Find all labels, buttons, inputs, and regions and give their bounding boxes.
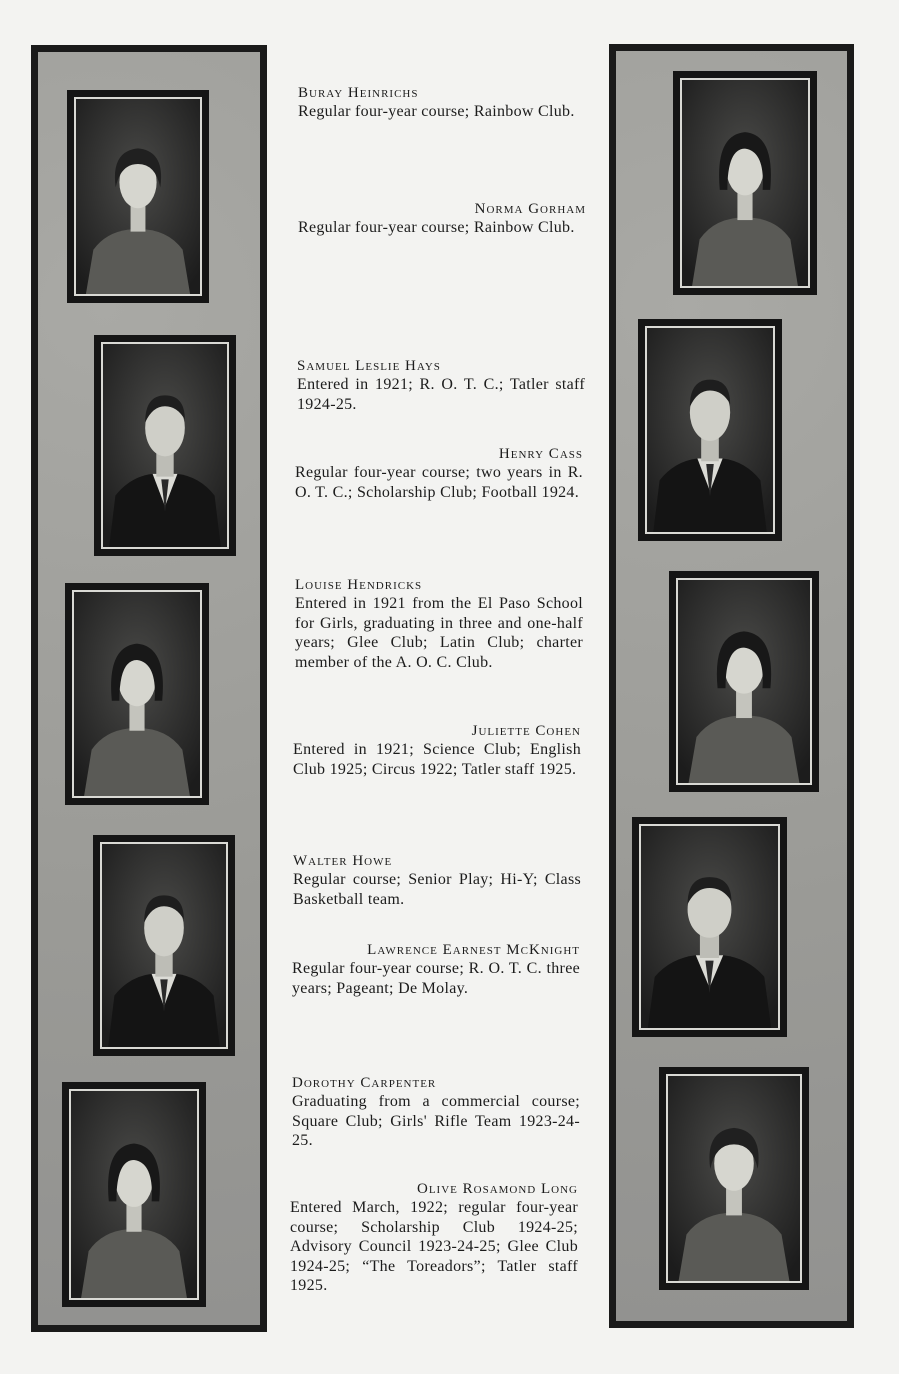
entry-description: Entered in 1921; Science Club; English Club 1925; Circus 1922; Tatler staff 1925. [293, 741, 581, 778]
portrait-olive-rosamond-long [659, 1067, 809, 1290]
entry-name: Walter Howe [293, 853, 393, 869]
portrait-walter-howe [93, 835, 235, 1056]
entry-norma-gorham [298, 200, 586, 238]
entry-juliette-cohen [293, 722, 581, 779]
entry-name: Lawrence Earnest McKnight [367, 942, 580, 958]
entry-name: Buray Heinrichs [298, 85, 419, 101]
entry-samuel-leslie-hays [297, 357, 585, 414]
entry-name: Henry Cass [498, 446, 583, 462]
portrait-henry-cass [638, 319, 782, 541]
entry-description: Regular four-year course; Rainbow Club. [298, 219, 575, 236]
entry-description: Regular four-year course; Rainbow Club. [298, 103, 575, 120]
entry-name: Norma Gorham [474, 201, 586, 217]
entry-name: Louise Hendricks [295, 577, 423, 593]
entry-dorothy-carpenter [292, 1074, 580, 1151]
portrait-photo [76, 99, 200, 294]
entry-description: Regular four-year course; R. O. T. C. three years; Pageant; De Molay. [292, 960, 580, 997]
entry-description: Entered in 1921; R. O. T. C.; Tatler staff 1924-25. [297, 376, 585, 413]
entry-walter-howe [293, 852, 581, 909]
entry-name: Juliette Cohen [471, 723, 581, 739]
portrait-dorothy-carpenter [62, 1082, 206, 1307]
portrait-photo [641, 826, 778, 1028]
entry-description: Entered March, 1922; regular four-year course; Scholarship Club 1924-25; Advisory Council 1923-24-25; Glee Club 1924-25; “The Toreadors”; Tatler staff 1925. [290, 1199, 578, 1294]
portrait-photo [647, 328, 773, 532]
entry-name: Samuel Leslie Hays [297, 358, 441, 374]
entry-louise-hendricks [295, 576, 583, 672]
entry-description: Regular course; Senior Play; Hi-Y; Class Basketball team. [293, 871, 581, 908]
entry-henry-cass [295, 445, 583, 502]
entry-description: Graduating from a commercial course; Square Club; Girls' Rifle Team 1923-24-25. [292, 1093, 580, 1149]
portrait-juliette-cohen [669, 571, 819, 792]
entry-description: Regular four-year course; two years in R. O. T. C.; Scholarship Club; Football 1924. [295, 464, 583, 501]
portrait-photo [682, 80, 808, 286]
portrait-photo [102, 844, 226, 1047]
entry-description: Entered in 1921 from the El Paso School for Girls, graduating in three and one-half years; Glee Club; Latin Club; charter member of the A. O. C. Club. [295, 595, 583, 671]
entry-buray-heinrichs [298, 84, 586, 122]
portrait-photo [71, 1091, 197, 1298]
portrait-photo [668, 1076, 800, 1281]
entry-lawrence-earnest-mcknight [292, 941, 580, 998]
portrait-photo [103, 344, 227, 547]
portrait-photo [678, 580, 810, 783]
portrait-louise-hendricks [65, 583, 209, 805]
portrait-norma-gorham [673, 71, 817, 295]
left-photo-strip [31, 45, 267, 1332]
entry-name: Olive Rosamond Long [417, 1181, 578, 1197]
right-photo-strip [609, 44, 854, 1328]
entry-name: Dorothy Carpenter [292, 1075, 437, 1091]
portrait-lawrence-earnest-mcknight [632, 817, 787, 1037]
entry-olive-rosamond-long [290, 1180, 578, 1296]
portrait-samuel-leslie-hays [94, 335, 236, 556]
portrait-buray-heinrichs [67, 90, 209, 303]
portrait-photo [74, 592, 200, 796]
